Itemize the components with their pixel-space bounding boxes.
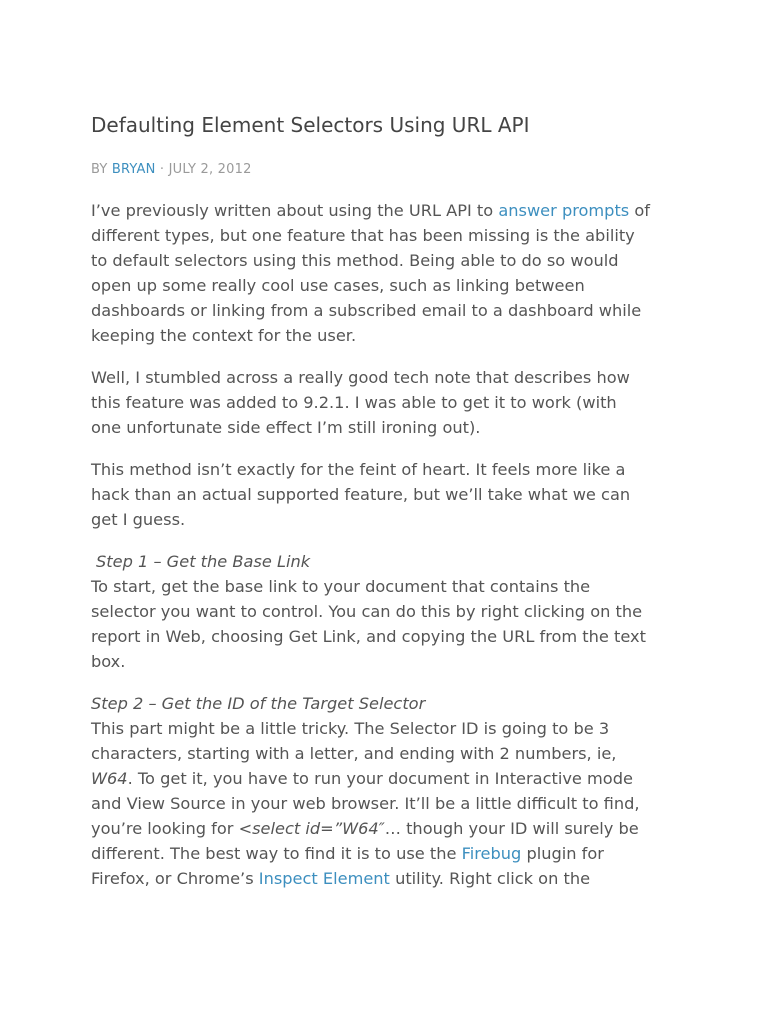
firebug-link[interactable]: Firebug: [461, 844, 522, 863]
paragraph-method: [91, 457, 691, 532]
post-date: JULY 2, 2012: [168, 162, 252, 177]
byline-separator: ·: [155, 162, 169, 177]
text-line: this feature was added to 9.2.1. I was able to get it to work (with: [91, 393, 617, 412]
text-line: This method isn’t exactly for the feint of heart. It feels more like a: [91, 460, 626, 479]
text-line: get I guess.: [91, 510, 186, 529]
text-span: of: [629, 201, 650, 220]
text-line: and View Source in your web browser. It’ll be a little difficult to find,: [91, 794, 640, 813]
step-2-heading: Step 2 – Get the ID of the Target Selector: [91, 694, 426, 713]
text-line: [91, 866, 691, 891]
author-link[interactable]: BRYAN: [111, 162, 156, 177]
text-line: To start, get the base link to your document that contains the: [91, 577, 591, 596]
paragraph-intro: [91, 198, 691, 348]
page-title: Defaulting Element Selectors Using URL API: [91, 113, 530, 137]
article-body: [91, 198, 691, 908]
step-2-section: [91, 691, 691, 891]
text-line: different types, but one feature that has been missing is the ability: [91, 226, 635, 245]
paragraph-tech-note: [91, 365, 691, 440]
text-line: to default selectors using this method. Being able to do so would: [91, 251, 619, 270]
text-span: Firefox, or Chrome’s: [91, 869, 259, 888]
step-1-heading: Step 1 – Get the Base Link: [96, 552, 311, 571]
text-line: This part might be a little tricky. The Selector ID is going to be 3: [91, 719, 610, 738]
byline: [91, 161, 252, 179]
inspect-element-link[interactable]: Inspect Element: [258, 869, 390, 888]
text-line: box.: [91, 652, 126, 671]
text-span: … though your ID will surely be: [384, 819, 639, 838]
text-span: . To get it, you have to run your document in Interactive mode: [127, 769, 633, 788]
text-line: open up some really cool use cases, such as linking between: [91, 276, 585, 295]
text-line: hack than an actual supported feature, but we’ll take what we can: [91, 485, 631, 504]
select-tag-example: <select id=”W64″: [238, 819, 385, 838]
text-span: different. The best way to find it is to use the: [91, 844, 462, 863]
text-line: [91, 198, 691, 223]
text-line: characters, starting with a letter, and ending with 2 numbers, ie,: [91, 744, 617, 763]
step-1-section: [91, 549, 691, 674]
text-line: selector you want to control. You can do this by right clicking on the: [91, 602, 643, 621]
text-span: utility. Right click on the: [389, 869, 591, 888]
text-line: [91, 841, 691, 866]
text-span: I’ve previously written about using the URL API to: [91, 201, 499, 220]
text-span: you’re looking for: [91, 819, 239, 838]
text-line: Well, I stumbled across a really good tech note that describes how: [91, 368, 630, 387]
text-line: [91, 816, 691, 841]
text-line: keeping the context for the user.: [91, 326, 357, 345]
text-line: [91, 766, 691, 791]
text-line: one unfortunate side effect I’m still ironing out).: [91, 418, 481, 437]
text-span: plugin for: [521, 844, 604, 863]
answer-prompts-link[interactable]: answer prompts: [498, 201, 630, 220]
selector-id-example: W64: [91, 769, 128, 788]
byline-by: BY: [91, 162, 108, 177]
text-line: report in Web, choosing Get Link, and copying the URL from the text: [91, 627, 646, 646]
text-line: dashboards or linking from a subscribed email to a dashboard while: [91, 301, 642, 320]
